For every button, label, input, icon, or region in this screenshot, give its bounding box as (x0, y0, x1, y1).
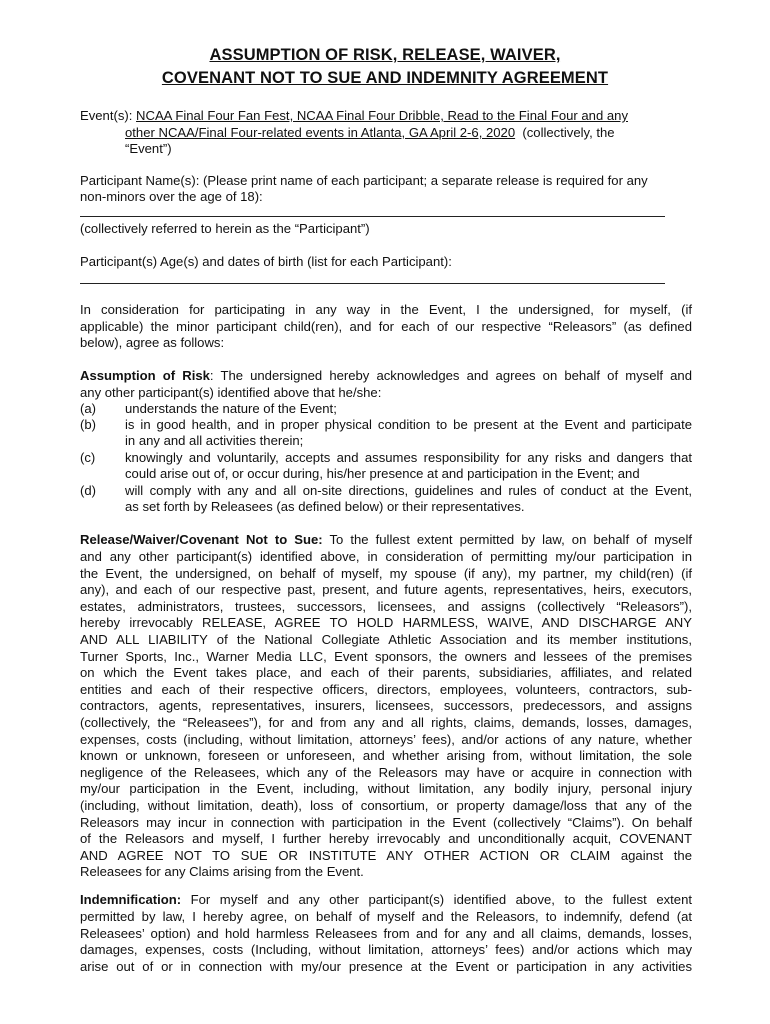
assumption-line-2: any other participant(s) identified above that he/she: (80, 385, 382, 400)
assumption-item-b-label: (b) (80, 417, 97, 432)
indemnification-line-5: arise out of or in connection with my/our presence at the Event or participation in any activities (80, 958, 692, 974)
events-text-1: NCAA Final Four Fan Fest, NCAA Final Four Dribble, Read to the Final Four and any (136, 108, 628, 123)
release-line-9: on which the Event takes place, and each of their parents, subsidiaries, affiliates, and related (80, 665, 692, 681)
assumption-heading: Assumption of Risk (80, 368, 210, 383)
participant-age-field[interactable] (80, 283, 665, 284)
indemnification-first-rest: For myself and any other participant(s) identified above, to the fullest extent (181, 892, 692, 907)
release-line-4: any), and each of our respective past, present, and future agents, representatives, heirs, executors, (80, 582, 692, 598)
release-line-1 (80, 531, 692, 548)
release-line-5: estates, administrators, trustees, successors, licensees, and assigns (collectively “Releasors”), (80, 598, 692, 614)
document-title-line-2: COVENANT NOT TO SUE AND INDEMNITY AGREEMENT (161, 69, 609, 87)
events-label: Event(s): (80, 108, 133, 123)
release-line-15: negligence of the Releasees, which any of the Releasors may have or acquire in connection with (80, 764, 692, 780)
assumption-item-a-text: understands the nature of the Event; (125, 401, 337, 416)
assumption-first-rest: : The undersigned hereby acknowledges and agrees on behalf of myself and (209, 368, 692, 383)
release-line-6: hereby irrevocably RELEASE, AGREE TO HOLD HARMLESS, WAIVE, AND DISCHARGE ANY (80, 615, 692, 631)
release-line-17: (including, without limitation, death), loss of consortium, or property damage/loss that any of the (80, 798, 692, 813)
release-line-18: Releasors may incur in connection with participation in the Event (collectively “Claims”). On behalf (80, 814, 692, 830)
release-line-16: my/our participation in the Event, including, without limitation, any bodily injury, personal injury (80, 781, 692, 797)
release-line-3: the Event, the undersigned, on behalf of myself, my spouse (if any), my partner, my child(ren) (if (80, 565, 692, 581)
release-line-10: entities and each of their respective officers, directors, employees, volunteers, contractors, sub- (80, 681, 692, 697)
release-line-11: contractors, agents, representatives, insurers, licensees, successors, predecessors, and assigns (80, 698, 692, 714)
assumption-item-b-text-1: is in good health, and in proper physical condition to be present at the Event and participate (125, 417, 692, 432)
assumption-item-c-text-1: knowingly and voluntarily, accepts and assumes responsibility for any risks and dangers that (125, 450, 692, 465)
consideration-line-1: In consideration for participating in any way in the Event, I the undersigned, for myself, (if (80, 302, 692, 317)
events-line-1 (80, 107, 692, 124)
assumption-item-d-text-2: as set forth by Releasees (as defined below) or their representatives. (125, 499, 525, 514)
assumption-item-d-text-1: will comply with any and all on-site directions, guidelines and rules of conduct at the Event, (125, 483, 692, 498)
release-heading: Release/Waiver/Covenant Not to Sue: (80, 532, 323, 547)
release-line-7: AND ALL LIABILITY of the National Collegiate Athletic Association and its member institutions, (80, 632, 692, 647)
release-first-rest: To the fullest extent permitted by law, on behalf of myself (322, 532, 692, 547)
participant-names-instruction-2: non-minors over the age of 18): (80, 189, 263, 204)
release-line-21: Releasees for any Claims arising from the Event. (80, 864, 364, 880)
assumption-item-d-label: (d) (80, 483, 97, 498)
release-line-14: known or unknown, foreseen or unforeseen, and whether arising from, without limitation, the sole (80, 748, 692, 764)
indemnification-line-1 (80, 891, 692, 908)
participant-age-label: Participant(s) Age(s) and dates of birth (list for each Participant): (80, 254, 452, 269)
release-line-19: of the Releasors and myself, I further hereby irrevocably and unconditionally acquit, COVENANT (80, 831, 692, 847)
assumption-item-a-label: (a) (80, 401, 97, 416)
indemnification-line-2: permitted by law, I hereby agree, on behalf of myself and the Releasors, to indemnify, defend (at (80, 909, 692, 924)
participant-names-instruction-1: Participant Name(s): (Please print name of each participant; a separate release is required for any (80, 173, 648, 188)
indemnification-line-3: Releasees’ option) and hold harmless Releasees from and for any and all claims, demands, losses, (80, 925, 692, 941)
indemnification-heading: Indemnification: (80, 892, 182, 907)
events-line-2 (125, 124, 692, 141)
release-line-8: Turner Sports, Inc., Warner Media LLC, Event sponsors, the owners and lessees of the premises (80, 648, 692, 664)
participant-names-field[interactable] (80, 216, 665, 217)
events-text-2: other NCAA/Final Four-related events in Atlanta, GA April 2-6, 2020 (125, 125, 516, 140)
events-text-2-tail: (collectively, the (522, 125, 615, 140)
assumption-line-1 (80, 367, 692, 384)
assumption-item-c-text-2: could arise out of, or occur during, his/her presence at and participation in the Event; and (125, 466, 640, 481)
release-line-13: expenses, costs (including, without limitation, attorneys’ fees), and/or actions of any nature, whether (80, 731, 692, 747)
release-line-2: and any other participant(s) identified above, in consideration of permitting my/our participation in (80, 549, 692, 564)
consideration-line-2: applicable) the minor participant child(ren), and for each of our respective “Releasors” (as defined (80, 319, 692, 334)
release-line-12: (collectively, the “Releasees”), for and from any and all rights, claims, demands, losses, damages, (80, 715, 692, 730)
assumption-item-b-text-2: in any and all activities therein; (125, 433, 304, 448)
consideration-line-3: below), agree as follows: (80, 335, 225, 350)
assumption-item-c-label: (c) (80, 450, 96, 465)
participant-collective-note: (collectively referred to herein as the “Participant”) (80, 221, 370, 236)
document-title-line-1: ASSUMPTION OF RISK, RELEASE, WAIVER, (209, 46, 561, 64)
indemnification-line-4: damages, expenses, costs (Including, without limitation, attorneys’ fees) and/or actions which may (80, 942, 692, 958)
events-line-3: “Event”) (125, 141, 172, 156)
release-line-20: AND AGREE NOT TO SUE OR INSTITUTE ANY OTHER ACTION OR CLAIM against the (80, 847, 692, 863)
